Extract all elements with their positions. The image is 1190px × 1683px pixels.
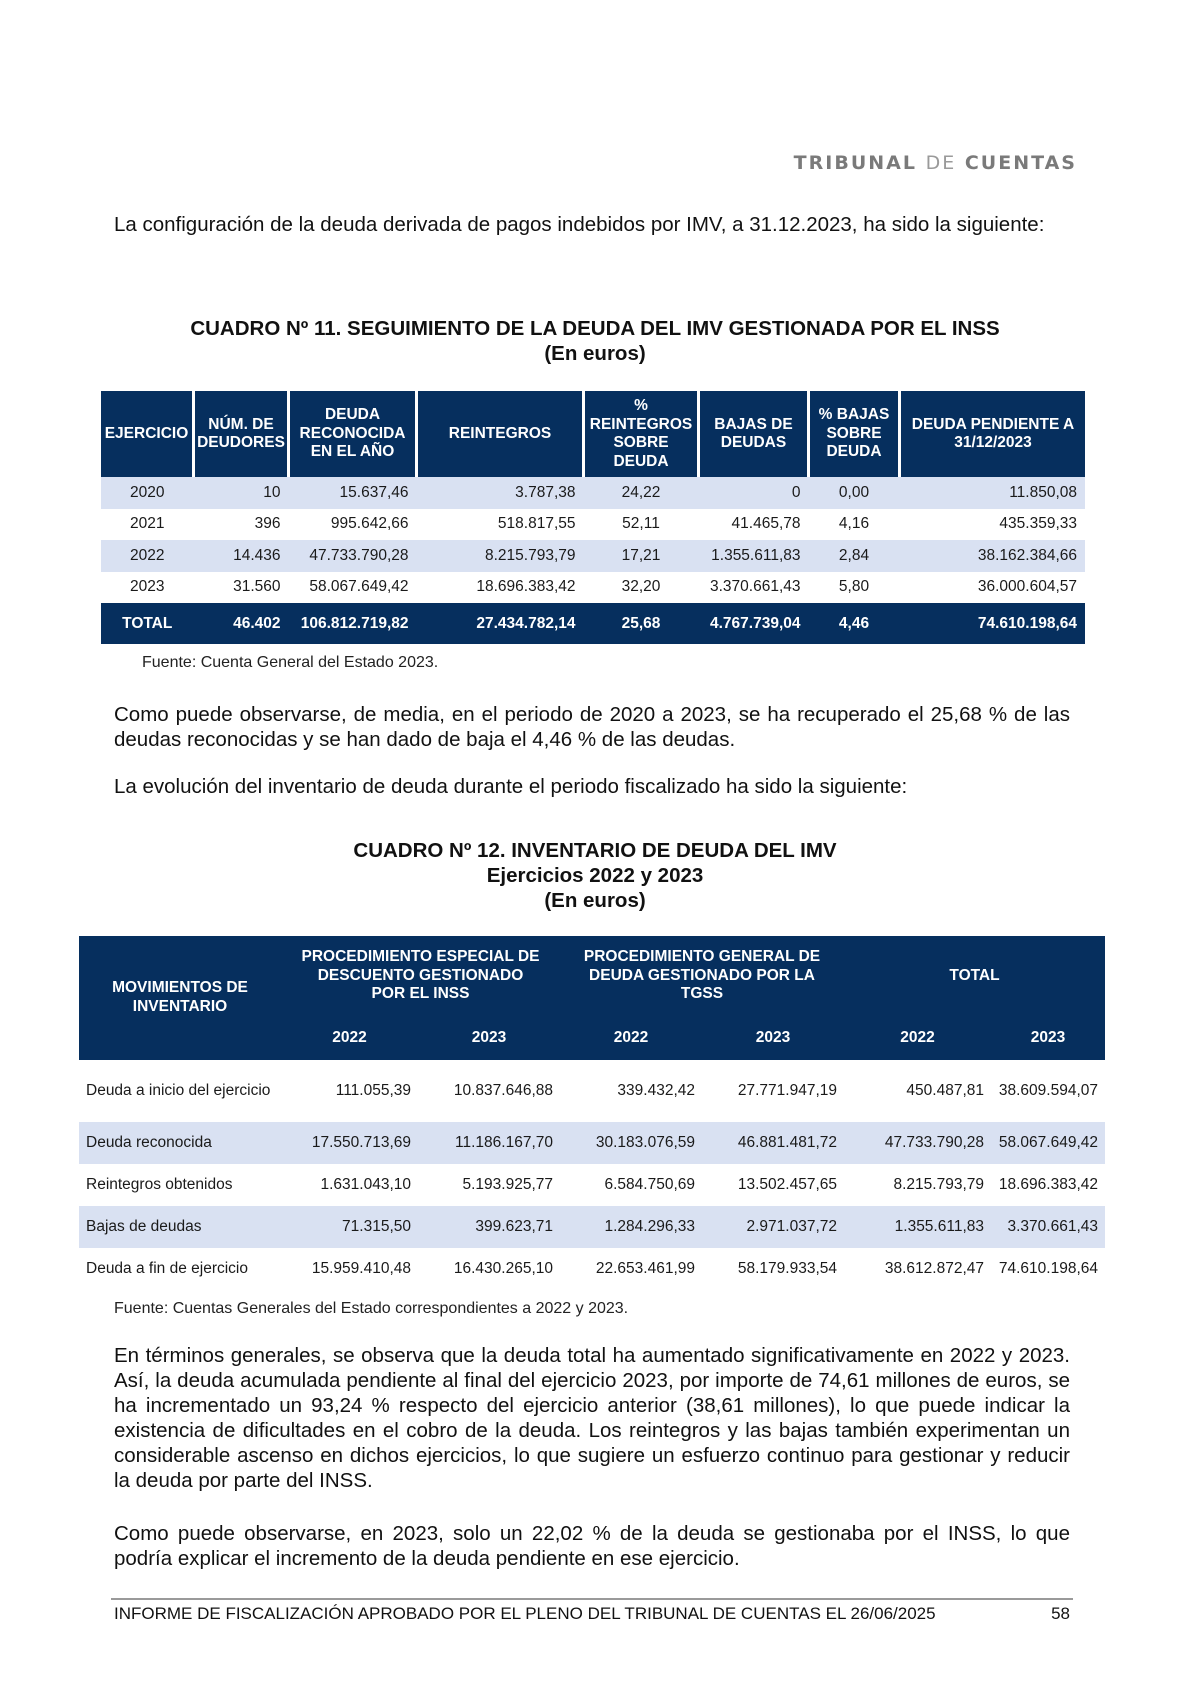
- cell-value: 58.067.649,42: [991, 1122, 1105, 1164]
- cell-value: 10.837.646,88: [453, 1082, 553, 1099]
- cell-value: 111.055,39: [335, 1082, 411, 1099]
- row-label: Deuda a inicio del ejercicio: [86, 1082, 271, 1099]
- table-11-debt-tracking: [101, 391, 1085, 644]
- brand-word-cuentas: CUENTAS: [964, 152, 1077, 174]
- cell-total-deuda: 106.812.719,82: [289, 603, 417, 644]
- col-year: 2022: [281, 1016, 418, 1060]
- cell-total-label: TOTAL: [101, 603, 194, 644]
- col-group-inss: PROCEDIMIENTO ESPECIAL DE DESCUENTO GESTIONADO POR EL INSS: [281, 936, 560, 1016]
- cell-value: 5.193.925,77: [462, 1176, 553, 1193]
- cell-pct-reintegros: 17,21: [584, 540, 699, 572]
- cell-value: 1.631.043,10: [320, 1176, 411, 1193]
- page-footer: [114, 1604, 1070, 1624]
- cell-bajas: 41.465,78: [731, 515, 801, 533]
- row-label: Reintegros obtenidos: [86, 1176, 233, 1193]
- cell-bajas: 0: [699, 477, 809, 509]
- cell-total-pct-reintegros: 25,68: [584, 603, 699, 644]
- col-group-tgss: PROCEDIMIENTO GENERAL DE DEUDA GESTIONADO POR LA TGSS: [560, 936, 844, 1016]
- table11-header-row: [101, 391, 1085, 477]
- cell-value: 18.696.383,42: [998, 1176, 1098, 1193]
- col-group-total: TOTAL: [844, 936, 1105, 1016]
- cell-pendiente: 435.359,33: [999, 515, 1077, 533]
- cell-value: 3.370.661,43: [991, 1206, 1105, 1248]
- cell-deudores: 396: [254, 515, 281, 533]
- col-year: 2022: [844, 1016, 991, 1060]
- col-header-deuda-pendiente: DEUDA PENDIENTE A 31/12/2023: [900, 391, 1086, 477]
- cell-value: 15.959.410,48: [311, 1260, 411, 1277]
- page-number: 58: [1051, 1604, 1070, 1623]
- col-header-reintegros: REINTEGROS: [417, 391, 584, 477]
- cell-value: 27.771.947,19: [737, 1082, 837, 1099]
- table12-title: CUADRO Nº 12. INVENTARIO DE DEUDA DEL IMV: [353, 839, 837, 862]
- col-header-bajas: BAJAS DE DEUDAS: [699, 391, 809, 477]
- cell-reintegros: 8.215.793,79: [417, 540, 584, 572]
- table-row: [101, 572, 1085, 604]
- cell-value: 17.550.713,69: [281, 1122, 418, 1164]
- cell-ejercicio: 2023: [130, 578, 165, 596]
- cell-value: 16.430.265,10: [453, 1260, 553, 1277]
- cell-bajas: 3.370.661,43: [709, 578, 801, 596]
- cell-ejercicio: 2022: [101, 540, 194, 572]
- cell-deuda: 58.067.649,42: [309, 578, 409, 596]
- brand-word-tribunal: TRIBUNAL: [793, 152, 917, 174]
- cell-value: 13.502.457,65: [737, 1176, 837, 1193]
- cell-pct-reintegros: 32,20: [621, 578, 661, 596]
- cell-pendiente: 38.162.384,66: [900, 540, 1086, 572]
- intro-paragraph: La configuración de la deuda derivada de pagos indebidos por IMV, a 31.12.2023, ha sido la siguiente:: [114, 213, 1045, 236]
- col-header-pct-bajas: % BAJAS SOBRE DEUDA: [809, 391, 900, 477]
- brand-word-de: DE: [925, 152, 957, 174]
- cell-value: 1.284.296,33: [560, 1206, 702, 1248]
- cell-value: 6.584.750,69: [604, 1176, 695, 1193]
- table-row: [79, 1248, 1105, 1290]
- table11-subtitle: (En euros): [544, 342, 646, 365]
- cell-total-pct-bajas: 4,46: [809, 603, 900, 644]
- cell-reintegros: 518.817,55: [497, 515, 576, 533]
- cell-total-bajas: 4.767.739,04: [699, 603, 809, 644]
- table-row: [79, 1060, 1105, 1122]
- cell-ejercicio: 2021: [130, 515, 165, 533]
- cell-value: 11.186.167,70: [418, 1122, 560, 1164]
- cell-value: 47.733.790,28: [844, 1122, 991, 1164]
- cell-deudores: 31.560: [233, 578, 281, 596]
- cell-value: 450.487,81: [906, 1082, 984, 1099]
- row-label: Deuda reconocida: [79, 1122, 281, 1164]
- cell-reintegros: 18.696.383,42: [476, 578, 576, 596]
- footer-text: INFORME DE FISCALIZACIÓN APROBADO POR EL PLENO DEL TRIBUNAL DE CUENTAS EL 26/06/2025: [114, 1604, 936, 1623]
- table-12-debt-inventory: [79, 936, 1105, 1290]
- cell-value: 30.183.076,59: [560, 1122, 702, 1164]
- col-year: 2022: [560, 1016, 702, 1060]
- cell-value: 74.610.198,64: [998, 1260, 1098, 1277]
- cell-pendiente: 11.850,08: [900, 477, 1086, 509]
- table-row: [79, 1122, 1105, 1164]
- cell-value: 46.881.481,72: [702, 1122, 844, 1164]
- footer-divider: [111, 1598, 1073, 1600]
- table11-title: CUADRO Nº 11. SEGUIMIENTO DE LA DEUDA DEL IMV GESTIONADA POR EL INSS: [190, 317, 1000, 340]
- paragraph-inventory-intro: La evolución del inventario de deuda durante el periodo fiscalizado ha sido la siguiente:: [114, 775, 908, 798]
- col-header-movimientos: MOVIMIENTOS DE INVENTARIO: [79, 936, 281, 1060]
- col-year: 2023: [702, 1016, 844, 1060]
- row-label: Bajas de deudas: [79, 1206, 281, 1248]
- table12-source: Fuente: Cuentas Generales del Estado correspondientes a 2022 y 2023.: [114, 1300, 629, 1317]
- table12-header-row-groups: [79, 936, 1105, 1016]
- cell-deudores: 10: [194, 477, 289, 509]
- cell-total-pendiente: 74.610.198,64: [900, 603, 1086, 644]
- cell-value: 2.971.037,72: [702, 1206, 844, 1248]
- cell-pct-bajas: 4,16: [838, 515, 870, 533]
- cell-value: 58.179.933,54: [737, 1260, 837, 1277]
- cell-reintegros: 3.787,38: [417, 477, 584, 509]
- cell-pct-bajas: 5,80: [838, 578, 870, 596]
- cell-value: 38.612.872,47: [884, 1260, 984, 1277]
- cell-value: 38.609.594,07: [998, 1082, 1098, 1099]
- col-header-ejercicio: EJERCICIO: [101, 391, 194, 477]
- col-header-deuda-reconocida: DEUDA RECONOCIDA EN EL AÑO: [289, 391, 417, 477]
- cell-pct-reintegros: 24,22: [584, 477, 699, 509]
- table-row: [101, 477, 1085, 509]
- table-row: [101, 540, 1085, 572]
- cell-value: 399.623,71: [418, 1206, 560, 1248]
- table12-subtitle-units: (En euros): [544, 889, 646, 912]
- cell-deuda: 47.733.790,28: [289, 540, 417, 572]
- cell-value: 71.315,50: [281, 1206, 418, 1248]
- cell-total-reintegros: 27.434.782,14: [417, 603, 584, 644]
- row-label: Deuda a fin de ejercicio: [86, 1260, 248, 1277]
- col-header-pct-reintegros: % REINTEGROS SOBRE DEUDA: [584, 391, 699, 477]
- table12-subtitle-years: Ejercicios 2022 y 2023: [486, 864, 704, 887]
- table-total-row: [101, 603, 1085, 644]
- cell-deudores: 14.436: [194, 540, 289, 572]
- col-header-num-deudores: NÚM. DE DEUDORES: [194, 391, 289, 477]
- cell-value: 8.215.793,79: [893, 1176, 984, 1193]
- brand-logo: [794, 152, 1077, 174]
- paragraph-inss-share: Como puede observarse, en 2023, solo un 22,02 % de la deuda se gestionaba por el INSS, lo que podría explicar el incremento de la deuda pendiente en ese ejercicio.: [114, 1522, 1070, 1570]
- cell-value: 22.653.461,99: [595, 1260, 695, 1277]
- table-row: [79, 1164, 1105, 1206]
- cell-value: 1.355.611,83: [844, 1206, 991, 1248]
- table-row: [79, 1206, 1105, 1248]
- col-year: 2023: [418, 1016, 560, 1060]
- paragraph-recovery-summary: Como puede observarse, de media, en el periodo de 2020 a 2023, se ha recuperado el 25,68 % de las deudas reconocidas y se han dado de baja el 4,46 % de las deudas.: [114, 703, 1070, 751]
- cell-value: 339.432,42: [617, 1082, 695, 1099]
- cell-total-deudores: 46.402: [194, 603, 289, 644]
- cell-bajas: 1.355.611,83: [699, 540, 809, 572]
- cell-deuda: 995.642,66: [330, 515, 409, 533]
- table11-source: Fuente: Cuenta General del Estado 2023.: [142, 654, 439, 671]
- cell-pendiente: 36.000.604,57: [977, 578, 1077, 596]
- col-year: 2023: [991, 1016, 1105, 1060]
- paragraph-debt-analysis: En términos generales, se observa que la deuda total ha aumentado significativamente en 2022 y 2023. Así, la deuda acumulada pendiente al final del ejercicio 2023, por importe de 74,61 millones de euros, se ha incrementado un 93,24 % respecto del ejercicio anterior (38,61 millones), lo que puede indicar la existencia de dificultades en el cobro de la deuda. Los reintegros y las bajas también experimentan un considerable ascenso en dichos ejercicios, lo que sugiere un esfuerzo continuo para gestionar y reducir la deuda por parte del INSS.: [114, 1344, 1070, 1492]
- cell-pct-bajas: 2,84: [809, 540, 900, 572]
- cell-ejercicio: 2020: [101, 477, 194, 509]
- cell-pct-reintegros: 52,11: [622, 515, 660, 533]
- cell-deuda: 15.637,46: [289, 477, 417, 509]
- table-row: [101, 509, 1085, 541]
- cell-pct-bajas: 0,00: [809, 477, 900, 509]
